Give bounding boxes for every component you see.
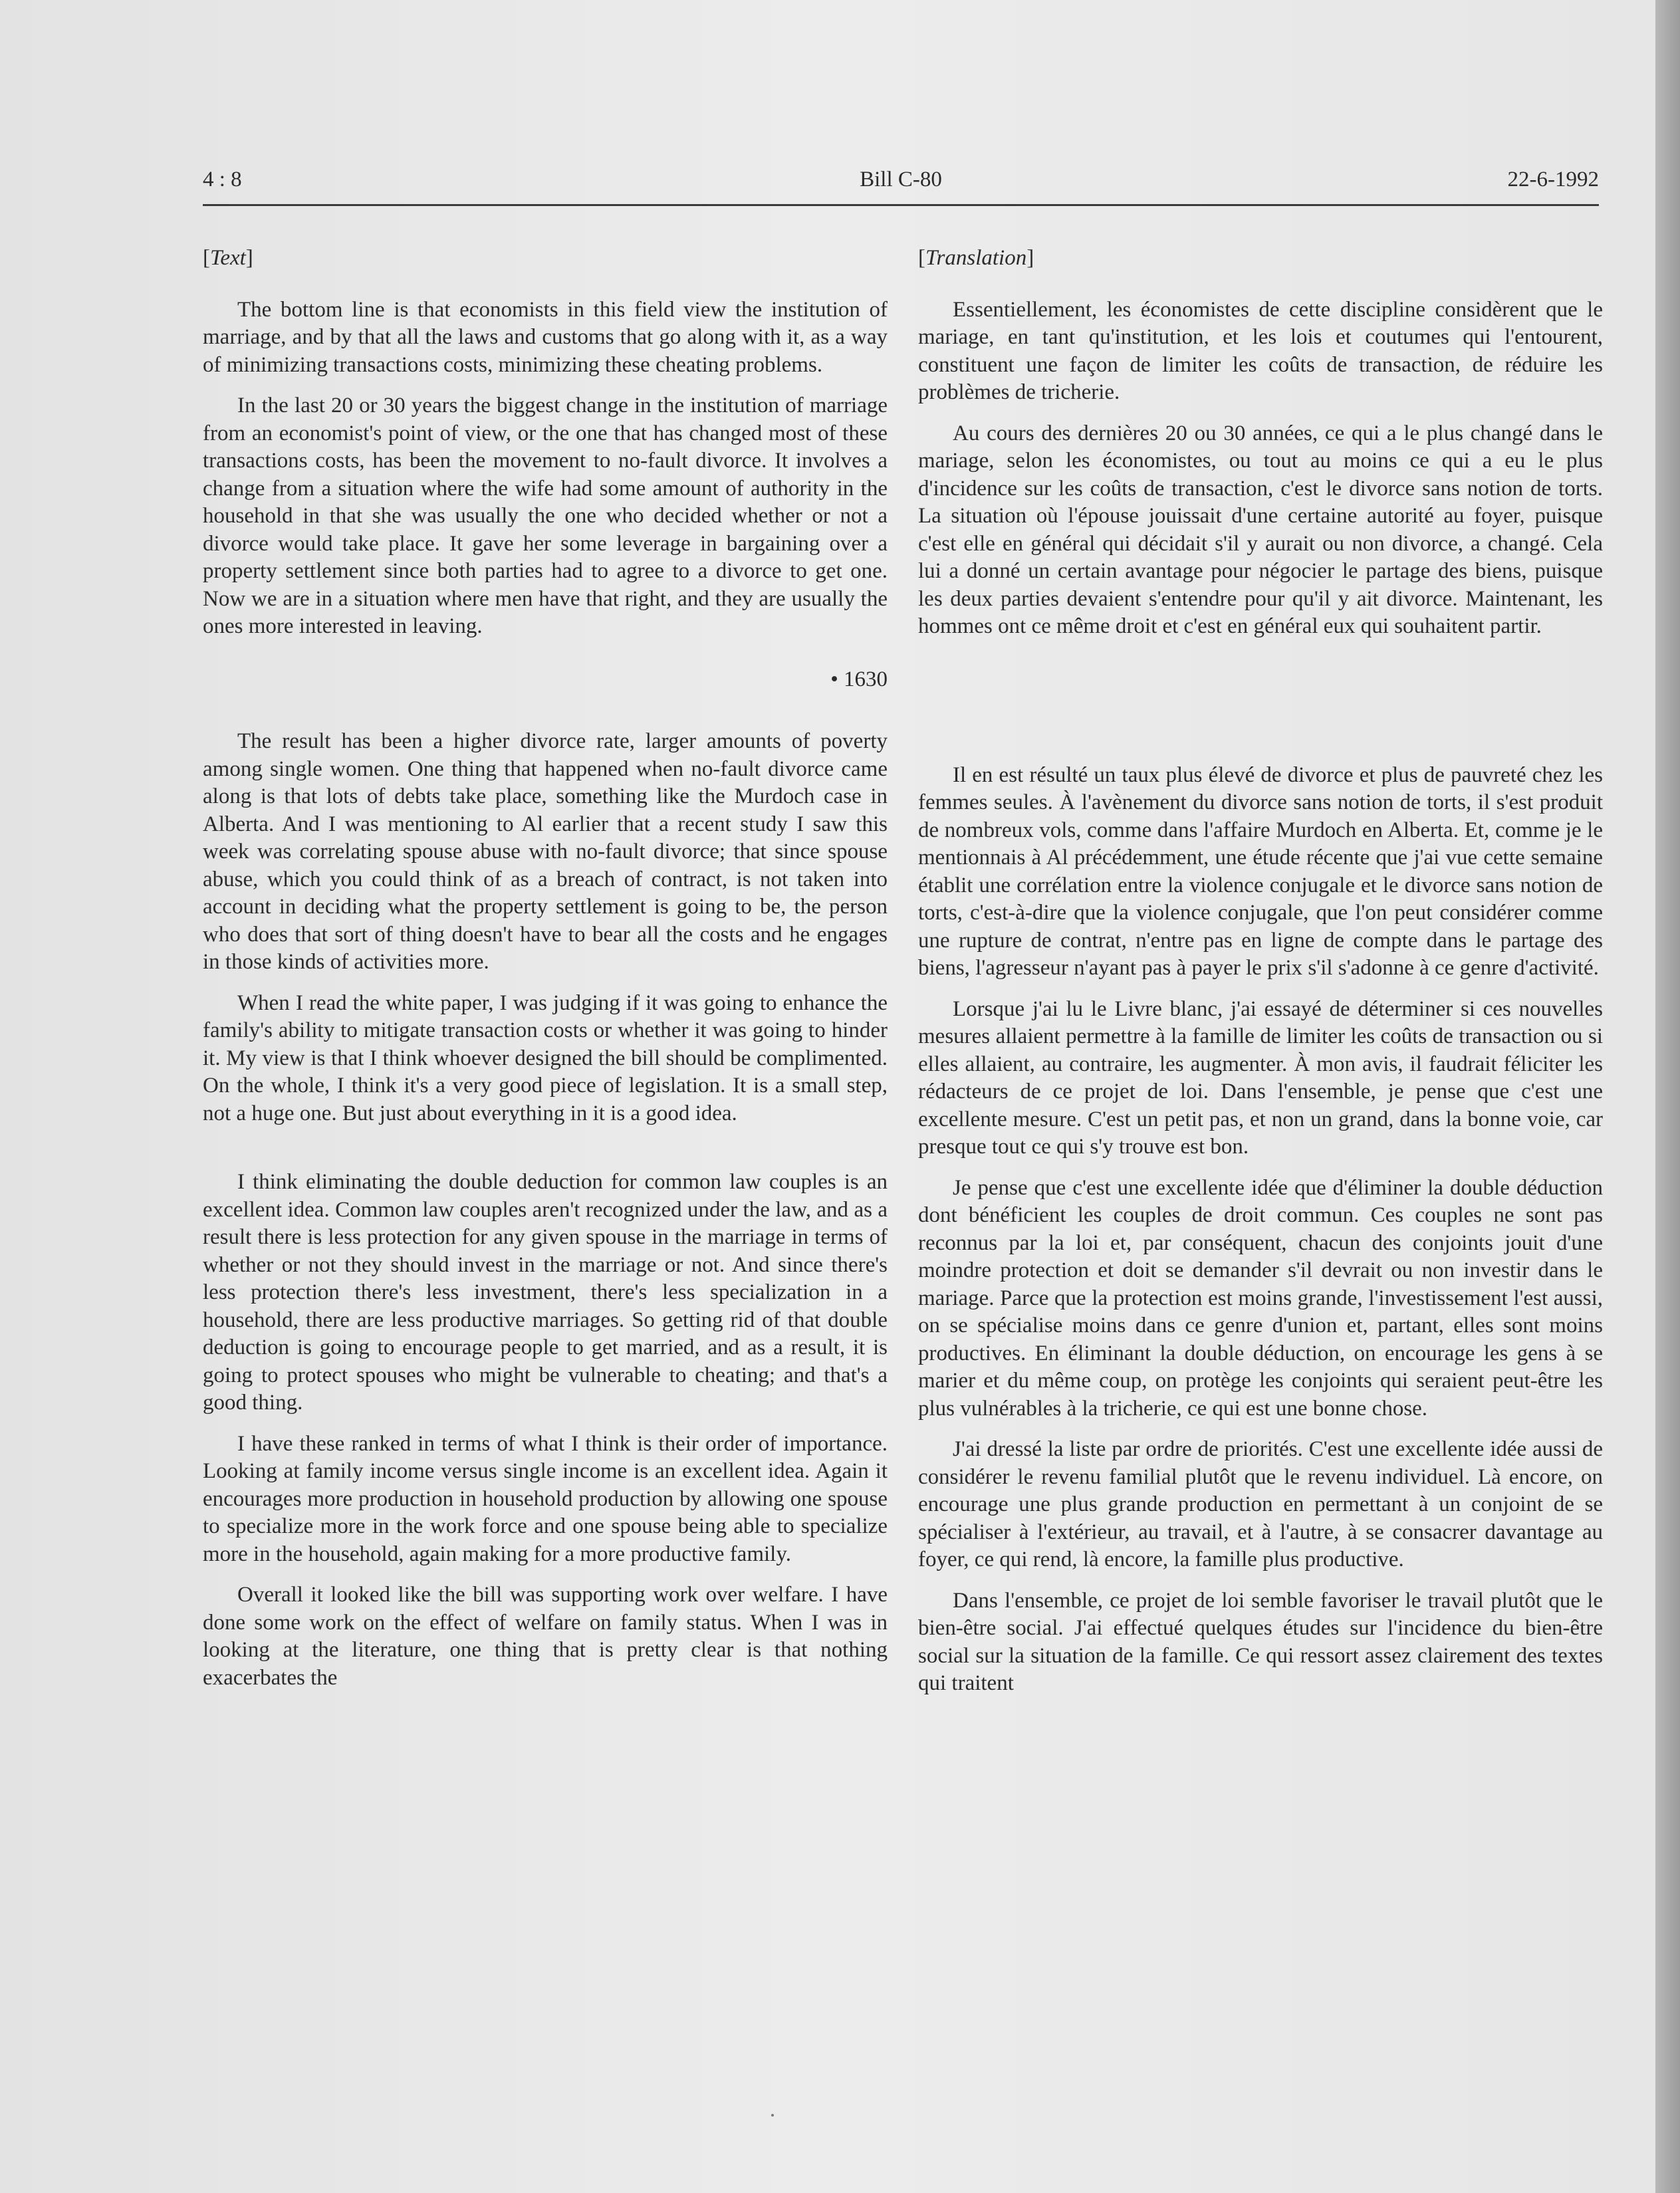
time-marker: • 1630 bbox=[830, 667, 888, 691]
paragraph-fr-5: Je pense que c'est une excellente idée que d'éliminer la double déduction dont bénéficient les couples de droit commun. Ces couples ne sont pas reconnus par la loi et, par conséquent, chacun des conjoints jouit d'une moindre protection et doit se demander s'il devrait ou non investir dans le mariage. Parce que la protection est moins grande, l'investissement l'est aussi, on se spécialise moins dans ce genre d'union et, partant, elles sont moins productives. En éliminant la double déduction, on encourage les gens à se marier et du même coup, on protège les conjoints qui seraient peut-être les plus vulnérables à la tricherie, ce qui est une bonne chose. bbox=[918, 1175, 1603, 1421]
header-rule bbox=[203, 204, 1599, 206]
header-date: 22-6-1992 bbox=[1507, 168, 1599, 191]
paragraph-en-4: When I read the white paper, I was judging if it was going to enhance the family's ability to mitigate transaction costs or whether it was going to hinder it. My view is that I think whoever designed the bill should be complimented. On the whole, I think it's a very good piece of legislation. It is a small step, not a huge one. But just about everything in it is a good idea. bbox=[203, 990, 888, 1125]
paragraph-fr-2: Au cours des dernières 20 ou 30 années, ce qui a le plus changé dans le mariage, selon les économistes, ou tout au moins ce qui a eu le plus d'incidence sur les coûts de transaction, c'est le divorce sans notion de torts. La situation où l'épouse jouissait d'une certaine autorité au foyer, puisque c'est elle en général qui décidait s'il y aurait ou non divorce, a changé. Cela lui a donné un certain avantage pour négocier le partage des biens, puisque les deux parties devaient s'entendre pour qu'il y ait divorce. Maintenant, les hommes ont ce même droit et c'est en général eux qui souhaitent partir. bbox=[918, 421, 1603, 638]
paragraph-fr-7: Dans l'ensemble, ce projet de loi semble favoriser le travail plutôt que le bien-être social. J'ai effectué quelques études sur l'incidence du bien-être social sur la situation de la famille. Ce qui ressort assez clairement des textes qui traitent bbox=[918, 1588, 1603, 1695]
page-speck bbox=[771, 2114, 774, 2117]
paragraph-en-3: The result has been a higher divorce rate, larger amounts of poverty among single women. One thing that happened when no-fault divorce came along is that lots of debts take place, something like the Murdoch case in Alberta. And I was mentioning to Al earlier that a recent study I saw this week was correlating spouse abuse with no-fault divorce; that since spouse abuse, which you could think of as a breach of contract, is not taken into account in deciding what the property settlement is going to be, the person who does that sort of thing doesn't have to bear all the costs and he engages in those kinds of activities more. bbox=[203, 729, 888, 974]
paragraph-fr-3: Il en est résulté un taux plus élevé de divorce et plus de pauvreté chez les femmes seules. À l'avènement du divorce sans notion de torts, il s'est produit de nombreux vols, comme dans l'affaire Murdoch en Alberta. Et, comme je le mentionnais à Al précédemment, une étude récente que j'ai vue cette semaine établit une corrélation entre la violence conjugale et le divorce sans notion de torts, c'est-à-dire que la violence conjugale, que l'on peut considérer comme une rupture de contrat, n'entre pas en ligne de compte dans le partage des biens, l'agresseur n'ayant pas à payer le prix s'il s'adonne à ce genre d'activité. bbox=[918, 762, 1603, 980]
page-edge-shadow bbox=[1655, 0, 1680, 2193]
french-column bbox=[918, 245, 1603, 1698]
paragraph-en-2: In the last 20 or 30 years the biggest change in the institution of marriage from an economist's point of view, or the one that has changed most of these transactions costs, has been the movement to no-fault divorce. It involves a change from a situation where the wife had some amount of authority in the household in that she was usually the one who decided whether or not a divorce would take place. It gave her some leverage in bargaining over a property settlement since both parties had to agree to a divorce to get one. Now we are in a situation where men have that right, and they are usually the ones more interested in leaving. bbox=[203, 394, 888, 638]
english-column bbox=[203, 245, 888, 1692]
paragraph-fr-4: Lorsque j'ai lu le Livre blanc, j'ai essayé de déterminer si ces nouvelles mesures allaient permettre à la famille de limiter les coûts de transaction ou si elles allaient, au contraire, les augmenter. À mon avis, il faudrait féliciter les rédacteurs de ce projet de loi. Dans l'ensemble, je pense que c'est une excellente mesure. C'est un petit pas, et non un grand, dans la bonne voie, car presque tout ce qui s'y trouve est bon. bbox=[918, 996, 1603, 1159]
column-label-translation: [Translation] bbox=[918, 246, 1034, 270]
paragraph-en-6: I have these ranked in terms of what I think is their order of importance. Looking at family income versus single income is an excellent idea. Again it encourages more production in household production by allowing one spouse to specialize more in the work force and one spouse being able to specialize more in the household, again making for a more productive family. bbox=[203, 1431, 888, 1566]
column-label-text: [Text] bbox=[203, 246, 253, 270]
paragraph-fr-6: J'ai dressé la liste par ordre de priorités. C'est une excellente idée aussi de considérer le revenu familial plutôt que le revenu individuel. Là encore, on encourage une plus grande production en permettant à un conjoint de se spécialiser à l'extérieur, au travail, et à l'autre, à se consacrer davantage au foyer, ce qui rend, là encore, la famille plus productive. bbox=[918, 1437, 1603, 1571]
header-page-reference: 4 : 8 bbox=[203, 168, 242, 191]
page-header bbox=[203, 168, 1599, 207]
paragraph-en-1: The bottom line is that economists in this field view the institution of marriage, and by that all the laws and customs that go along with it, as a way of minimizing transactions costs, minimizing these cheating problems. bbox=[203, 297, 888, 377]
paragraph-fr-1: Essentiellement, les économistes de cette discipline considèrent que le mariage, en tant qu'institution, et les lois et coutumes qui l'entourent, constituent une façon de limiter les coûts de transaction, de réduire les problèmes de tricherie. bbox=[918, 297, 1603, 404]
paragraph-en-5: I think eliminating the double deduction for common law couples is an excellent idea. Common law couples aren't recognized under the law, and as a result there is less protection for any given spouse in the marriage in terms of whether or not they should invest in the marriage or not. And since there's less protection there's less investment, there's less specialization in a household, there are less productive marriages. So getting rid of that double deduction is going to encourage people to get married, and as a result, it is going to protect spouses who might be vulnerable to cheating; and that's a good thing. bbox=[203, 1170, 888, 1415]
header-title: Bill C-80 bbox=[860, 168, 942, 191]
paragraph-en-7: Overall it looked like the bill was supporting work over welfare. I have done some work on the effect of welfare on family status. When I was in looking at the literature, one thing that is pretty clear is that nothing exacerbates the bbox=[203, 1583, 888, 1690]
